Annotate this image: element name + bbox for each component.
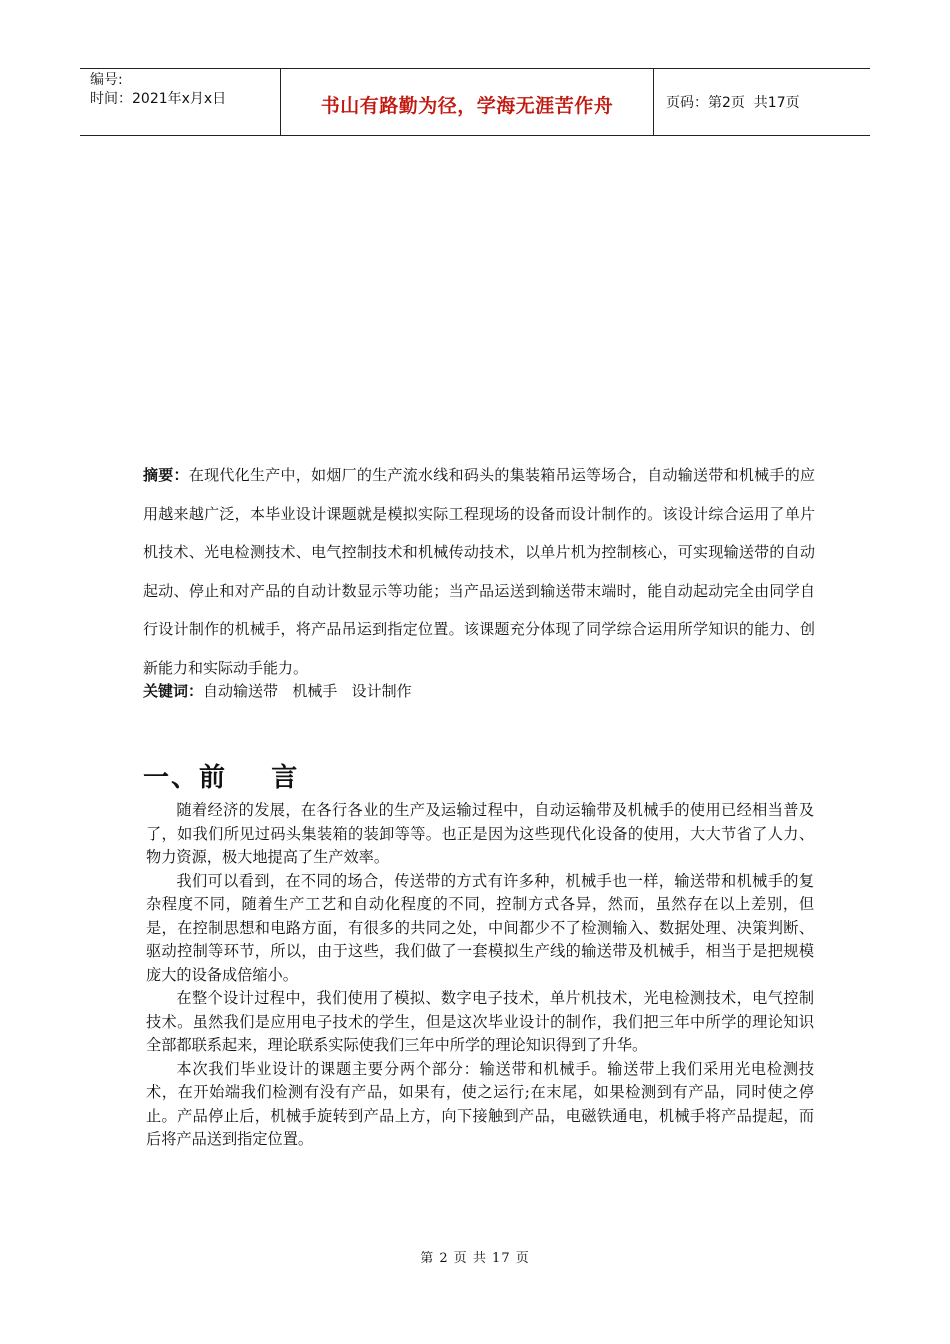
section-heading: 一、前 言 — [143, 763, 300, 793]
body-paragraph: 随着经济的发展，在各行各业的生产及运输过程中，自动运输带及机械手的使用已经相当普及了，如我们所见过码头集装箱的装卸等等。也正是因为这些现代化设备的使用，大大节省了人力、物力资源，极大地提高了生产效率。 — [146, 801, 814, 866]
abstract-label: 摘要： — [143, 466, 189, 484]
abstract-text: 在现代化生产中，如烟厂的生产流水线和码头的集装箱吊运等场合，自动输送带和机械手的应用越来越广泛，本毕业设计课题就是模拟实际工程现场的设备而设计制作的。该设计综合运用了单片机技术、光电检测技术、电气控制技术和机械传动技术，以单片机为控制核心，可实现输送带的自动起动、停止和对产品的自动计数显示等功能；当产品运送到输送带末端时，能自动起动完全由同学自行设计制作的机械手，将产品吊运到指定位置。该课题充分体现了同学综合运用所学知识的能力、创新能力和实际动手能力。 — [143, 466, 815, 677]
abstract-paragraph — [143, 456, 815, 688]
header-page-cell — [654, 69, 870, 135]
keywords-line — [143, 679, 412, 703]
header-motto: 书山有路勤为径，学海无涯苦作舟 — [320, 94, 614, 117]
keywords-label: 关键词： — [143, 682, 204, 700]
abstract-block — [143, 456, 815, 688]
document-time: 时间：2021年x月x日 — [90, 91, 227, 107]
body-paragraph: 本次我们毕业设计的课题主要分两个部分：输送带和机械手。输送带上我们采用光电检测技术，在开始端我们检测有没有产品，如果有，使之运行;在末尾，如果检测到有产品，同时使之停止。产品停止后，机械手旋转到产品上方，向下接触到产品，电磁铁通电，机械手将产品提起，而后将产品送到指定位置。 — [146, 1059, 814, 1148]
document-number-label: 编号: — [90, 72, 123, 88]
keywords-text: 自动输送带 机械手 设计制作 — [203, 682, 412, 700]
header-motto-cell — [281, 69, 654, 135]
section-body — [146, 799, 814, 1152]
page-header — [80, 68, 870, 136]
header-meta-cell — [80, 69, 281, 135]
header-page-info: 页码：第2页 共17页 — [666, 95, 800, 111]
body-paragraph: 在整个设计过程中，我们使用了模拟、数字电子技术，单片机技术，光电检测技术，电气控制技术。虽然我们是应用电子技术的学生，但是这次毕业设计的制作，我们把三年中所学的理论知识全部都联系起来，理论联系实际使我们三年中所学的理论知识得到了升华。 — [146, 989, 814, 1054]
page-footer: 第 2 页 共 17 页 — [420, 1251, 530, 1266]
body-paragraph: 我们可以看到，在不同的场合，传送带的方式有许多种，机械手也一样，输送带和机械手的复杂程度不同，随着生产工艺和自动化程度的不同，控制方式各异，然而，虽然存在以上差别，但是，在控制思想和电路方面，有很多的共同之处，中间都少不了检测输入、数据处理、决策判断、驱动控制等环节，所以，由于这些，我们做了一套模拟生产线的输送带及机械手，相当于是把规模庞大的设备成倍缩小。 — [146, 871, 814, 984]
